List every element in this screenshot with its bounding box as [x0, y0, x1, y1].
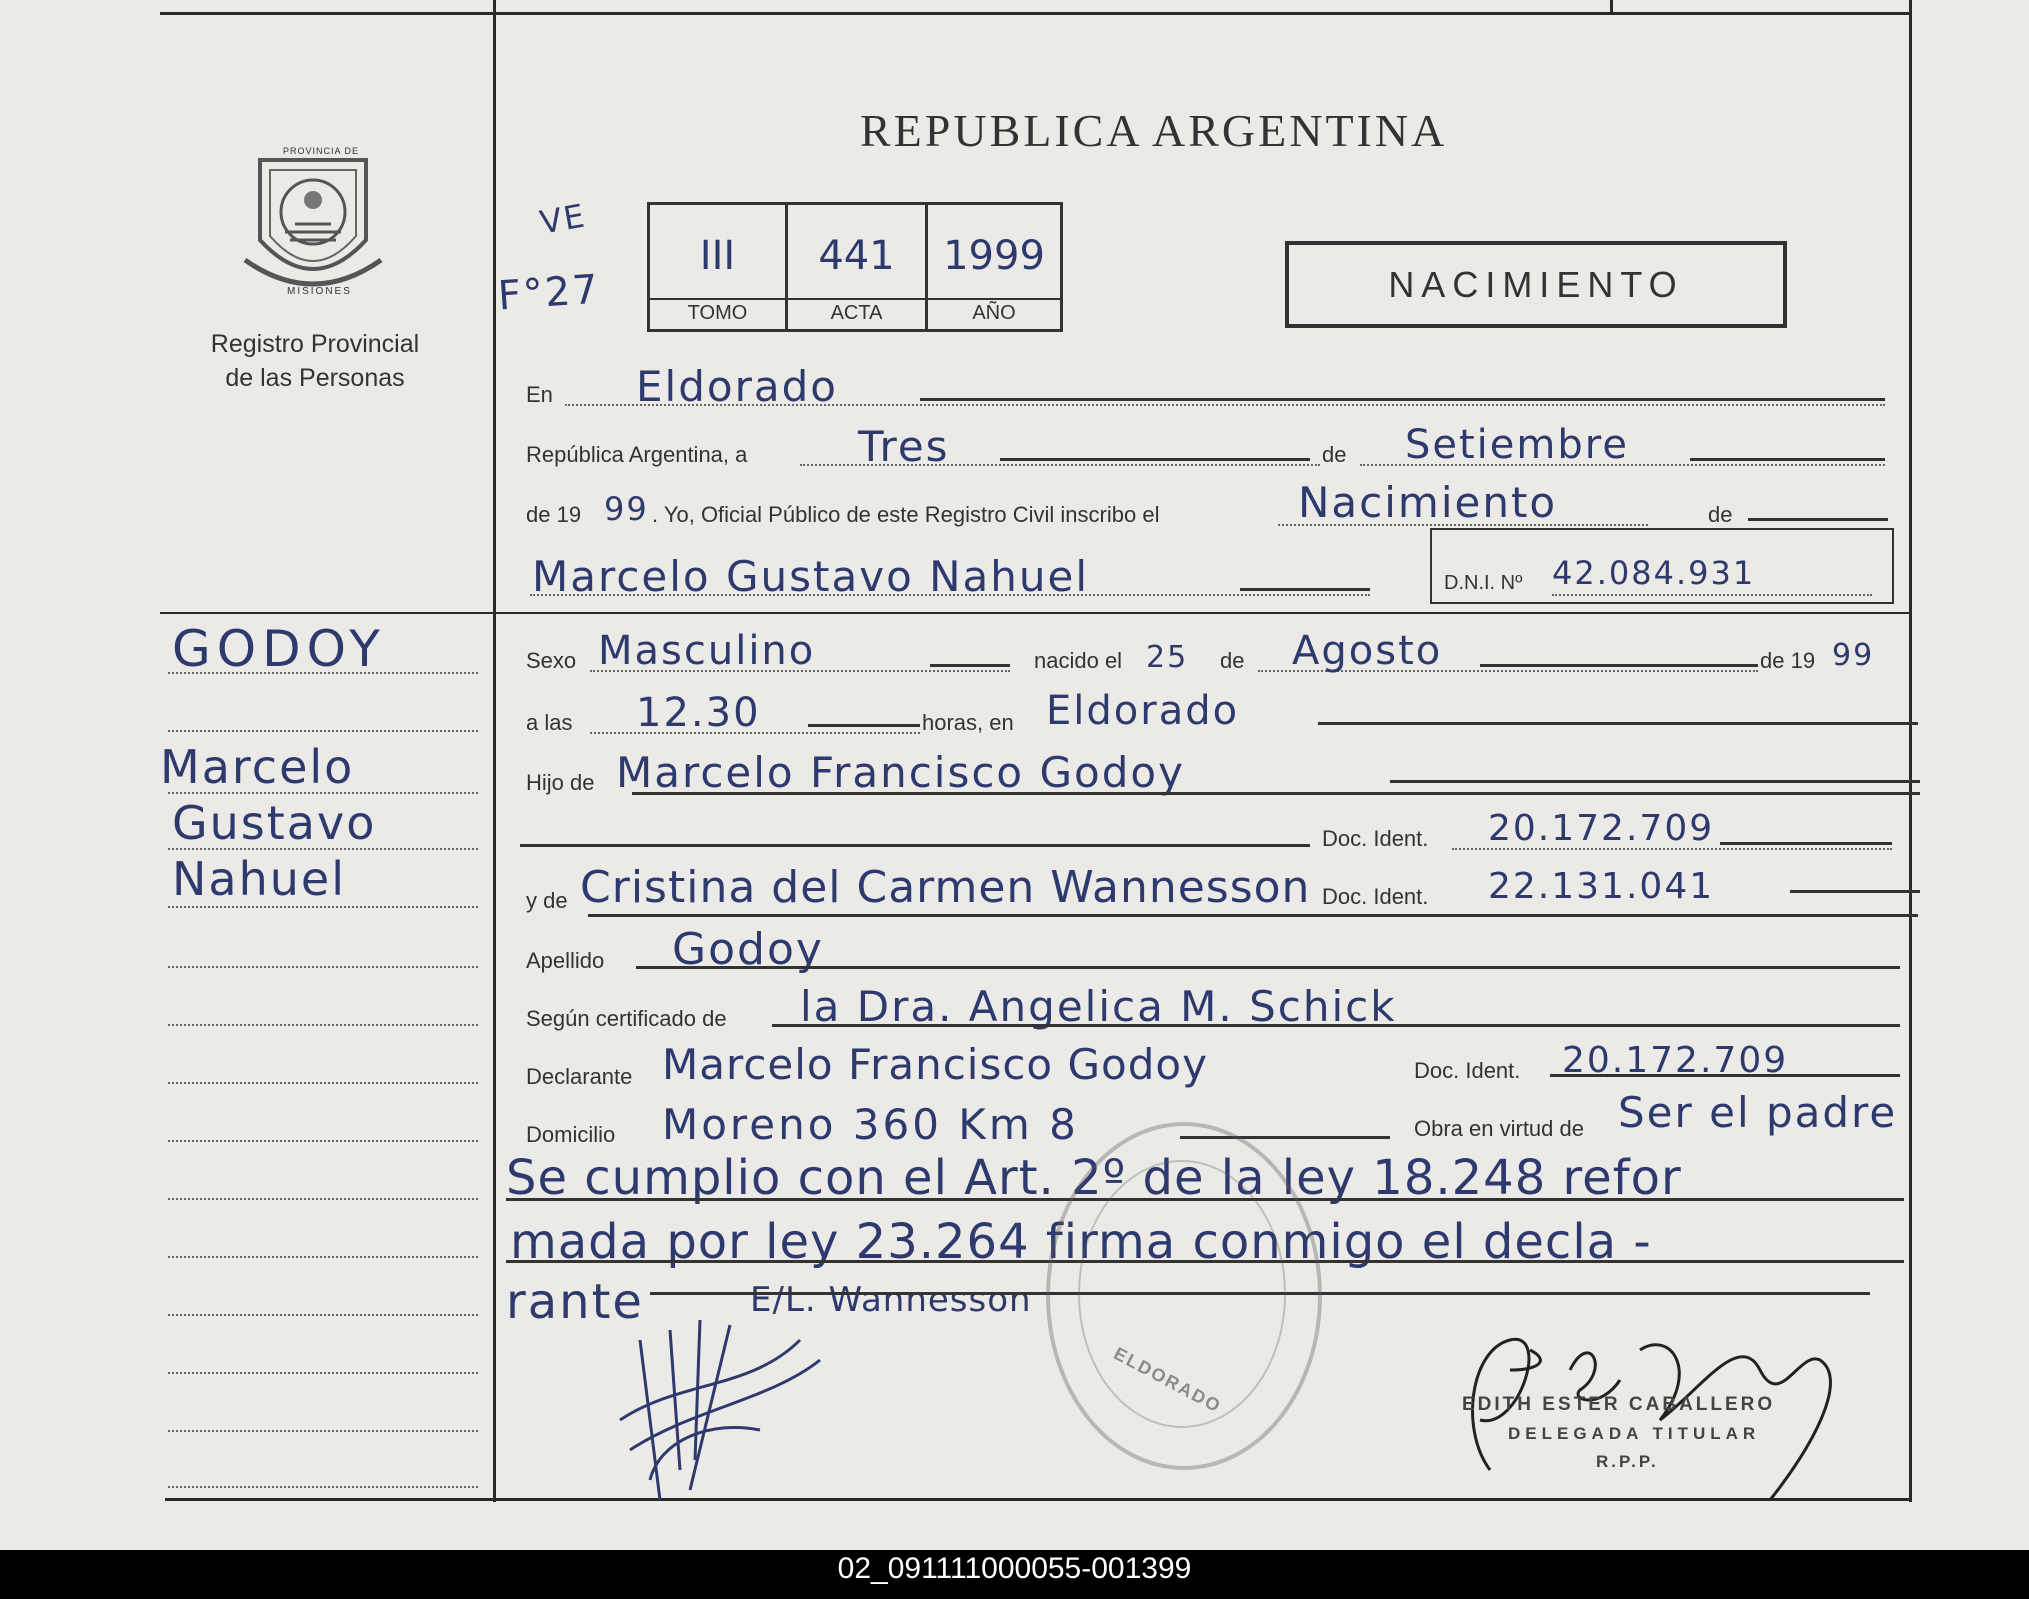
birth-month: Agosto [1292, 628, 1443, 674]
time-line [808, 724, 920, 727]
margin-dots-1 [168, 672, 478, 674]
apellido-line [636, 966, 1900, 969]
record-box-divider [650, 298, 1060, 300]
tomo-value: III [699, 233, 736, 279]
segun-label: Según certificado de [526, 1006, 727, 1031]
upper-tick [1610, 0, 1613, 12]
acta-value: 441 [818, 233, 895, 279]
sexo-label: Sexo [526, 648, 577, 673]
apellido-label: Apellido [526, 948, 605, 973]
time-value: 12.30 [636, 690, 761, 736]
dni-label: D.N.I. Nº [1444, 572, 1523, 594]
year-value: 99 [604, 490, 649, 528]
mother-doc: 22.131.041 [1488, 866, 1715, 907]
record-number-box [647, 202, 1063, 332]
anio-cell [928, 205, 1060, 329]
right-border [1909, 0, 1912, 1502]
yde-label: y de [526, 888, 568, 913]
certificado-value: la Dra. Angelica M. Schick [800, 982, 1397, 1031]
birth-year-prefix: de 19 [1760, 648, 1816, 673]
day-value: Tres [858, 422, 950, 471]
birth-place: Eldorado [1046, 688, 1240, 734]
margin-dots-8 [168, 1082, 478, 1084]
mother-doc-line [1790, 890, 1920, 893]
seal-text: ELDORADO [1110, 1343, 1225, 1417]
margin-dots-15 [168, 1486, 478, 1488]
father-doc-line [520, 844, 1310, 847]
en-label: En [526, 382, 553, 407]
margin-dots-6 [168, 966, 478, 968]
official-name: EDITH ESTER CABALLERO [1462, 1394, 1776, 1415]
father-line [632, 792, 1920, 795]
declarant-signature-icon [600, 1300, 840, 1510]
domicilio-label: Domicilio [526, 1122, 616, 1147]
mother-value: Cristina del Carmen Wannesson [580, 862, 1311, 913]
folio-number: F°27 [496, 266, 602, 320]
official-abbr: R.P.P. [1596, 1452, 1659, 1471]
margin-dots-11 [168, 1256, 478, 1258]
obra-label: Obra en virtud de [1414, 1116, 1584, 1141]
folio-mark: VE [537, 196, 590, 242]
margin-dots-2 [168, 730, 478, 732]
margin-dots-14 [168, 1430, 478, 1432]
month-value: Setiembre [1405, 422, 1629, 468]
notes-signature: E/L. Wannesson [750, 1280, 1032, 1320]
logo-top-text: PROVINCIA DE [283, 146, 360, 156]
official-role: DELEGADA TITULAR [1508, 1424, 1761, 1443]
declarante-doc: 20.172.709 [1562, 1040, 1789, 1081]
day-line [1000, 458, 1310, 461]
father-value: Marcelo Francisco Godoy [616, 748, 1185, 797]
page-title: REPUBLICA ARGENTINA [860, 105, 1448, 156]
sexo-value: Masculino [598, 628, 816, 674]
margin-dots-4 [168, 848, 478, 850]
margin-dots-7 [168, 1024, 478, 1026]
hijo-label: Hijo de [526, 770, 595, 795]
dni-value: 42.084.931 [1552, 554, 1756, 592]
apellido-value: Godoy [672, 924, 824, 975]
year-prefix: de 19 [526, 502, 582, 527]
anio-label: AÑO [972, 302, 1016, 324]
registry-line1: Registro Provincial [210, 330, 420, 358]
month-line [1690, 458, 1885, 461]
margin-surname: GODOY [172, 620, 386, 678]
certificado-line [772, 1024, 1900, 1027]
notes-line-3: rante [506, 1274, 644, 1330]
domicilio-value: Moreno 360 Km 8 [662, 1100, 1079, 1149]
declarante-label: Declarante [526, 1064, 633, 1089]
footer-image-id: 02_091111000055-001399 [837, 1552, 1192, 1585]
registry-line2: de las Personas [225, 364, 405, 392]
tomo-cell [650, 205, 788, 329]
margin-dots-5 [168, 906, 478, 908]
margin-dots-12 [168, 1314, 478, 1316]
top-border [160, 12, 1912, 15]
margin-name-2: Gustavo [172, 796, 377, 850]
sexo-line [930, 664, 1010, 667]
en-value: Eldorado [636, 362, 838, 411]
margin-dots-10 [168, 1198, 478, 1200]
birth-year: 99 [1832, 638, 1875, 673]
de-line [1748, 518, 1888, 521]
declarante-value: Marcelo Francisco Godoy [662, 1040, 1208, 1089]
tomo-label: TOMO [687, 302, 748, 324]
nacido-label: nacido el [1034, 648, 1123, 673]
republica-label: República Argentina, a [526, 442, 748, 467]
logo-bottom-text: MISIONES [287, 286, 352, 297]
birth-month-line [1480, 664, 1758, 667]
mother-doc-label: Doc. Ident. [1322, 884, 1429, 909]
father-doc-label: Doc. Ident. [1322, 826, 1429, 851]
column-divider [493, 0, 496, 1502]
certificate-type-box: NACIMIENTO [1285, 241, 1787, 328]
margin-dots-9 [168, 1140, 478, 1142]
margin-dots-13 [168, 1372, 478, 1374]
yo-text: . Yo, Oficial Público de este Registro Civil inscribo el [652, 502, 1160, 527]
dni-dots [1552, 594, 1872, 596]
en-line [920, 398, 1885, 401]
person-line [1240, 588, 1370, 591]
father-doc-tail [1720, 842, 1892, 845]
acta-label: ACTA [830, 302, 883, 324]
province-shield-icon [240, 140, 386, 300]
acta-cell [788, 205, 928, 329]
de-label-2: de [1708, 502, 1733, 527]
notes-line-1: Se cumplio con el Art. 2º de la ley 18.248 refor [506, 1150, 1682, 1206]
declarante-line [1550, 1074, 1900, 1077]
act-value: Nacimiento [1298, 478, 1558, 527]
de-label-3: de [1220, 648, 1245, 673]
mother-line [588, 914, 1918, 917]
birth-day: 25 [1146, 640, 1189, 675]
horas-label: horas, en [922, 710, 1014, 735]
anio-value: 1999 [943, 233, 1045, 279]
father-doc: 20.172.709 [1488, 808, 1715, 849]
father-line-2 [1390, 780, 1920, 783]
person-value: Marcelo Gustavo Nahuel [532, 552, 1090, 601]
section-divider [160, 612, 1912, 614]
declarante-doc-label: Doc. Ident. [1414, 1058, 1521, 1083]
notes-line-2: mada por ley 23.264 firma conmigo el decla - [510, 1214, 1652, 1270]
margin-dots-3 [168, 792, 478, 794]
obra-value: Ser el padre [1618, 1088, 1898, 1137]
birth-place-line [1318, 722, 1918, 725]
margin-name-3: Nahuel [172, 852, 346, 906]
de-label: de [1322, 442, 1347, 467]
margin-name-1: Marcelo [160, 740, 355, 794]
alas-label: a las [526, 710, 573, 735]
